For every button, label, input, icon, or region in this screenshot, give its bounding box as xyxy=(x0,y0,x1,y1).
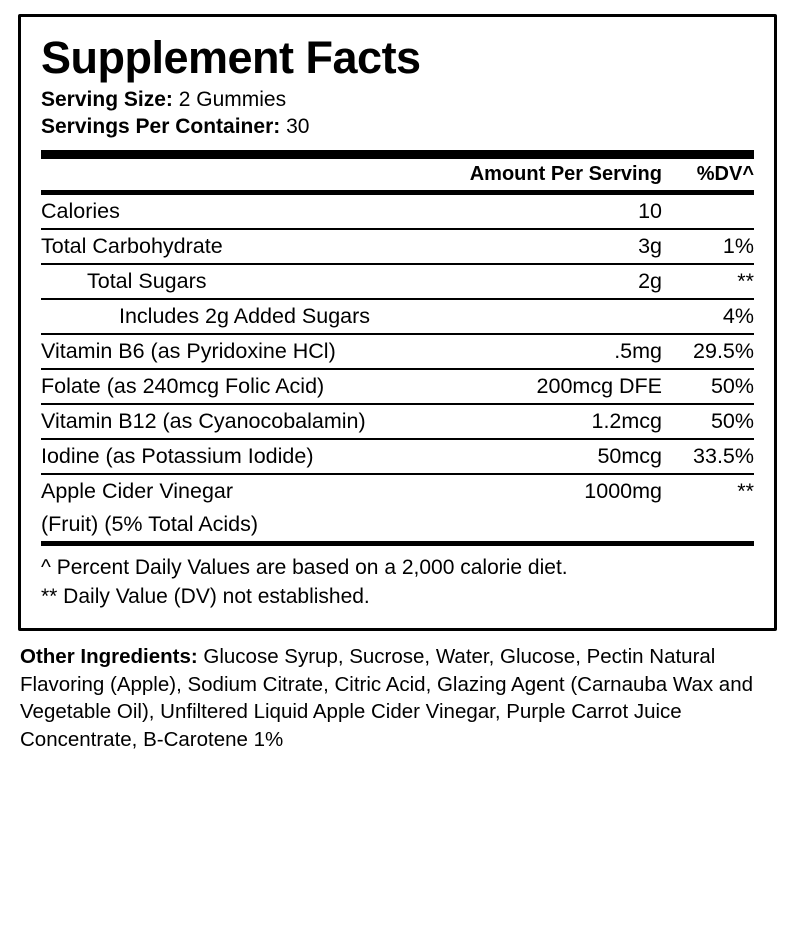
row-name: Total Carbohydrate xyxy=(41,229,491,264)
table-row-total-sugars xyxy=(41,264,754,299)
supplement-facts-panel xyxy=(18,14,777,631)
row-dv xyxy=(662,195,754,229)
table-row-iodine xyxy=(41,439,754,474)
table-row-folate xyxy=(41,369,754,404)
row-amount: 2g xyxy=(491,264,662,299)
serving-size-value: 2 Gummies xyxy=(178,88,287,111)
servings-per-container-line xyxy=(41,113,754,140)
table-row-vitamin-b6 xyxy=(41,334,754,369)
other-ingredients-text: Glucose Syrup, Sucrose, Water, Glucose, Pectin Natural Flavoring (Apple), Sodium Citrate, Citric Acid, Glazing Agent (Carnauba Wax and Vegetable Oil), Unfiltered Liquid Apple Cider Vinegar, Purple Carrot Juice Concentrate, B-Carotene 1% xyxy=(20,645,754,751)
divider-thick-top xyxy=(41,150,754,159)
table-row-calories xyxy=(41,195,754,229)
table-row-apple-cider-vinegar xyxy=(41,474,754,508)
panel-title: Supplement Facts xyxy=(41,32,421,83)
header-amount-per-serving: Amount Per Serving xyxy=(469,162,662,185)
row-dv: 50% xyxy=(662,404,754,439)
row-name: Iodine (as Potassium Iodide) xyxy=(41,439,491,474)
footnote-dv-not-established: ** Daily Value (DV) not established. xyxy=(41,585,370,609)
row-dv: 1% xyxy=(662,229,754,264)
footnotes xyxy=(41,546,754,613)
row-name: Folate (as 240mcg Folic Acid) xyxy=(41,369,491,404)
table-row-added-sugars xyxy=(41,299,754,334)
table-row-vitamin-b12 xyxy=(41,404,754,439)
row-dv xyxy=(662,508,754,541)
serving-size-line xyxy=(41,86,754,113)
row-dv: ** xyxy=(662,474,754,508)
row-amount xyxy=(491,508,662,541)
servings-per-container-value: 30 xyxy=(286,115,310,139)
row-name: Calories xyxy=(41,198,120,223)
row-dv: 33.5% xyxy=(662,439,754,474)
row-amount: 200mcg DFE xyxy=(491,369,662,404)
table-row-apple-cider-vinegar-cont xyxy=(41,508,754,541)
nutrition-rows xyxy=(41,195,754,541)
table-header-row xyxy=(41,159,754,190)
row-amount: 1.2mcg xyxy=(491,404,662,439)
other-ingredients xyxy=(18,631,777,753)
row-amount: 50mcg xyxy=(491,439,662,474)
row-name: Total Sugars xyxy=(41,264,491,299)
row-name: (Fruit) (5% Total Acids) xyxy=(41,511,259,536)
row-amount xyxy=(491,299,662,334)
footnote-percent-daily-value: ^ Percent Daily Values are based on a 2,000 calorie diet. xyxy=(41,555,568,579)
row-amount: 1000mg xyxy=(491,474,662,508)
row-dv: 50% xyxy=(662,369,754,404)
row-name: Apple Cider Vinegar xyxy=(41,474,491,508)
row-name: Vitamin B6 (as Pyridoxine HCl) xyxy=(41,334,491,369)
other-ingredients-label: Other Ingredients: xyxy=(20,645,198,669)
row-name: Vitamin B12 (as Cyanocobalamin) xyxy=(41,404,491,439)
row-dv: 29.5% xyxy=(662,334,754,369)
serving-size-label: Serving Size: xyxy=(41,88,173,111)
row-amount: 10 xyxy=(638,198,662,223)
row-amount: 3g xyxy=(491,229,662,264)
row-amount: .5mg xyxy=(491,334,662,369)
row-dv: 4% xyxy=(662,299,754,334)
row-name: Includes 2g Added Sugars xyxy=(41,299,491,334)
servings-per-container-label: Servings Per Container: xyxy=(41,115,281,139)
nutrition-table xyxy=(41,159,754,190)
table-row-total-carbohydrate xyxy=(41,229,754,264)
header-daily-value: %DV^ xyxy=(696,162,754,185)
row-dv: ** xyxy=(662,264,754,299)
